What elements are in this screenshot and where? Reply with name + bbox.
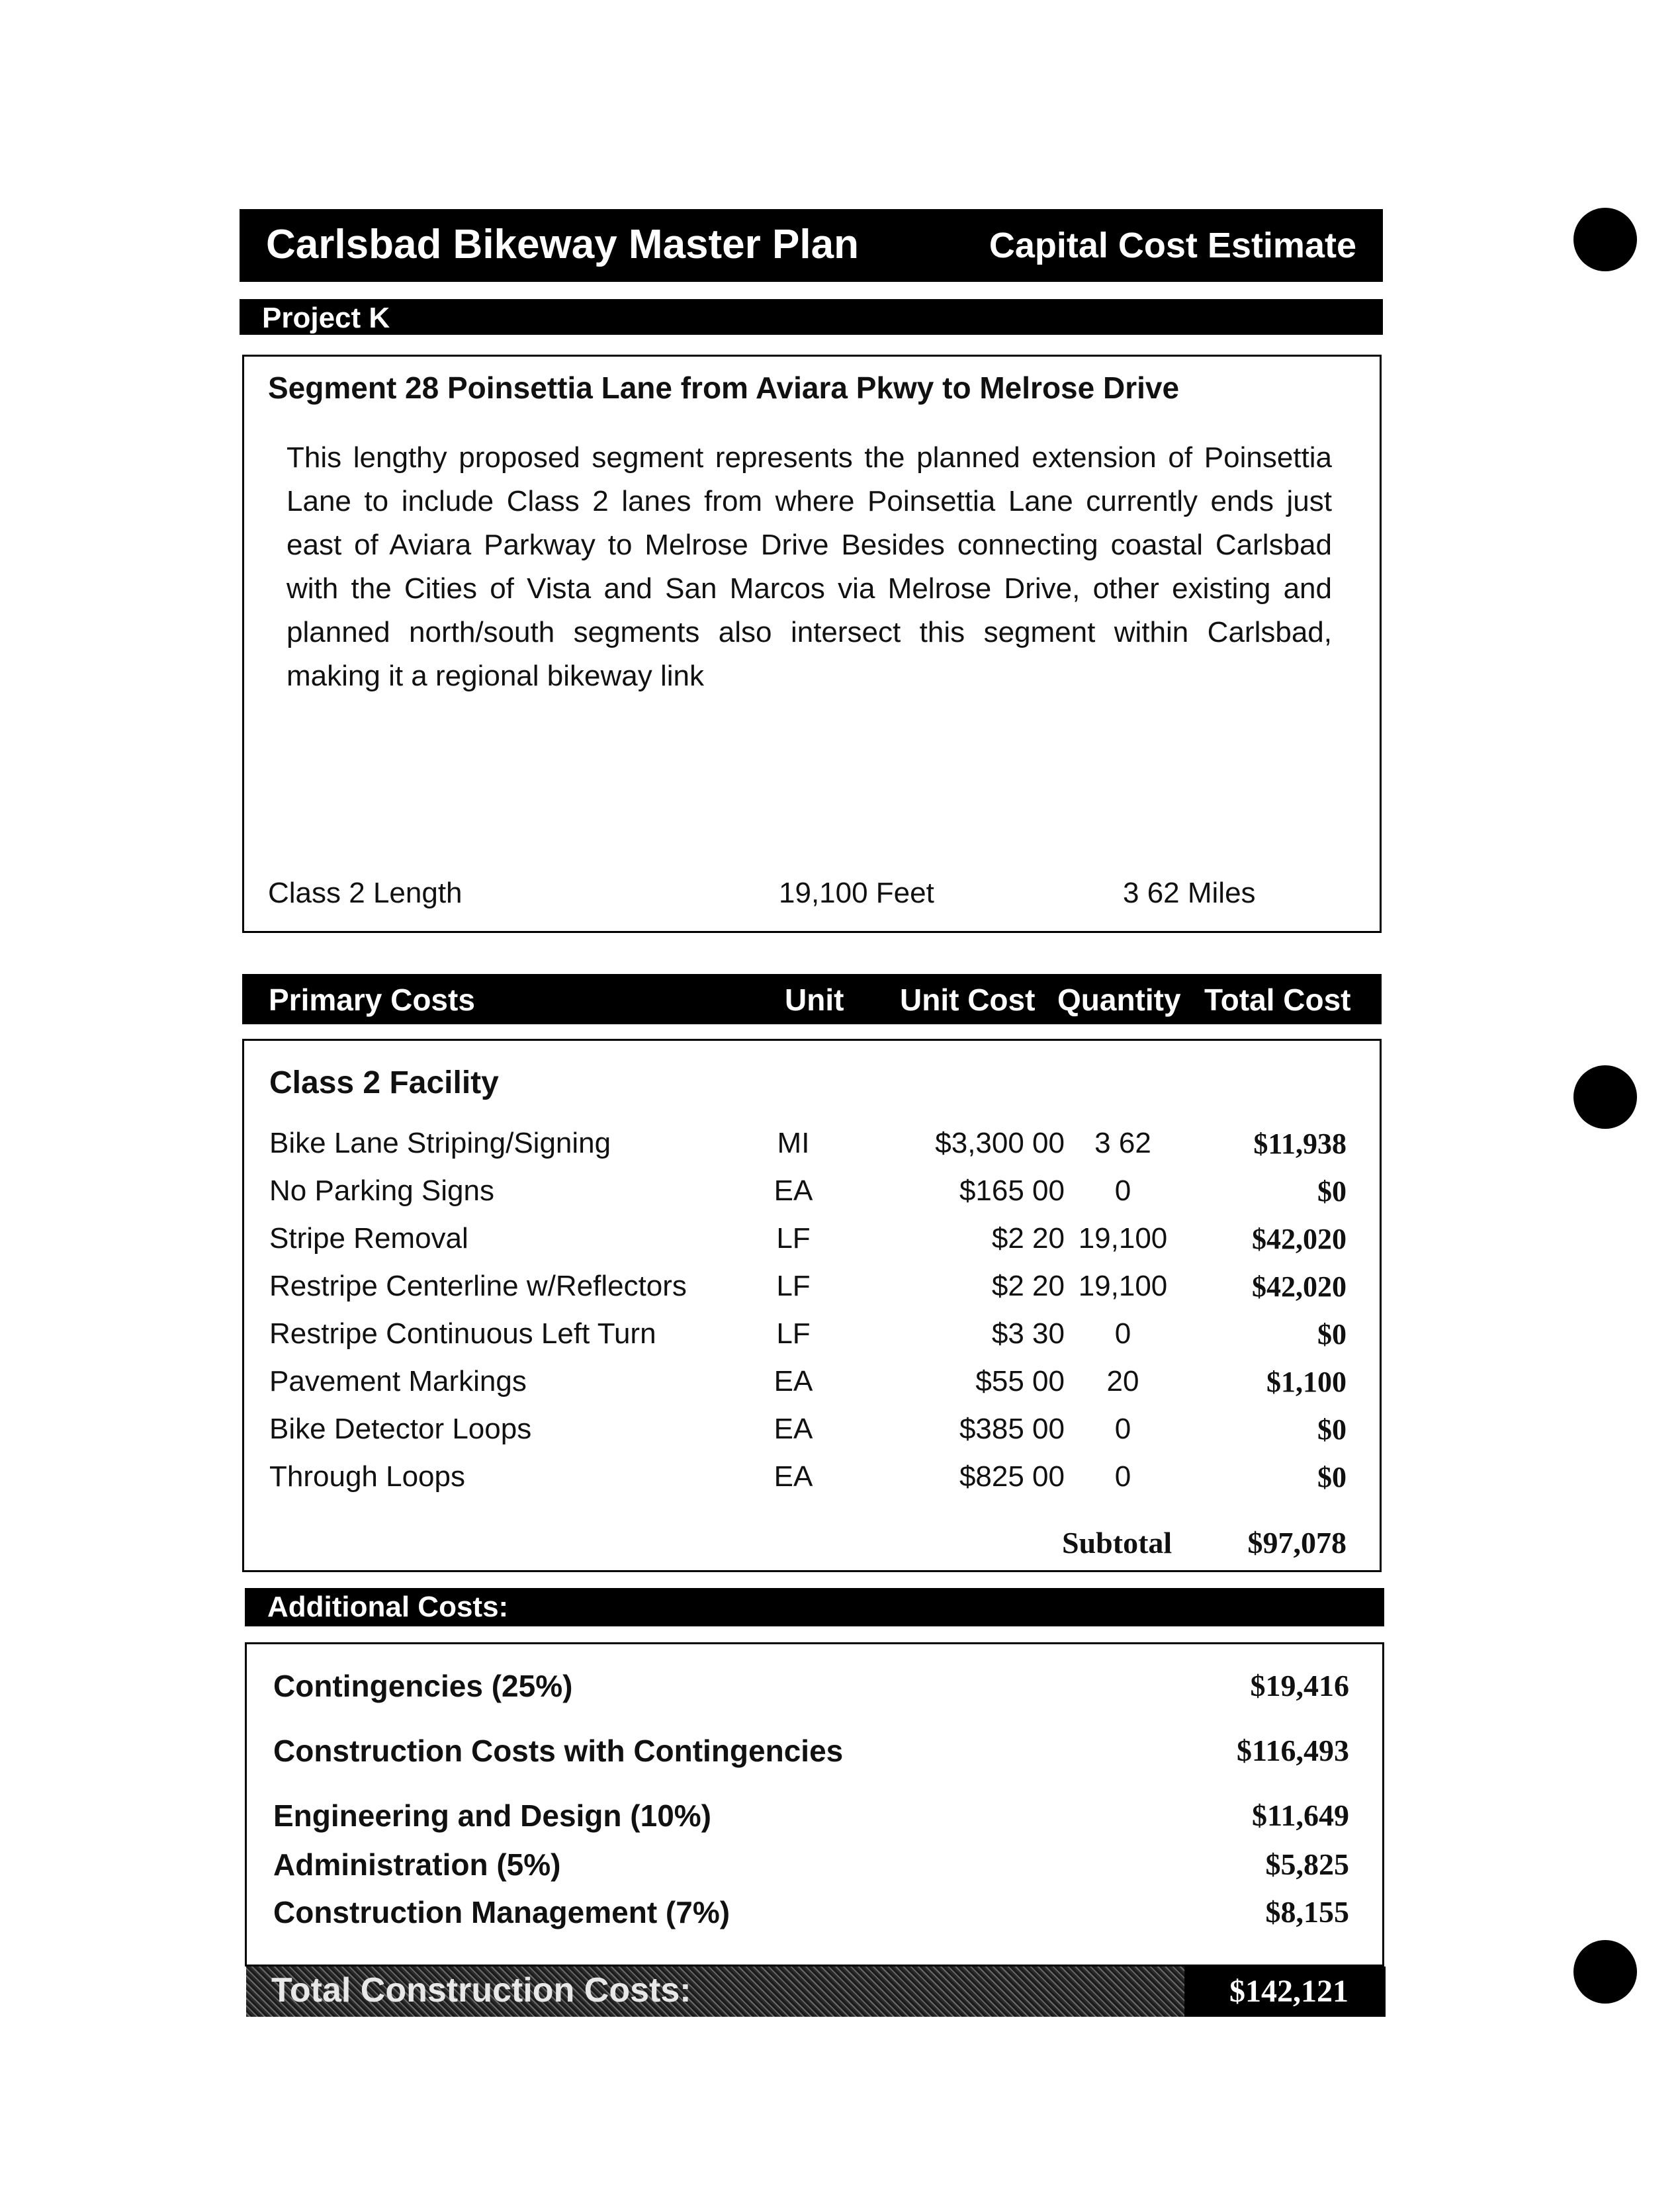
additional-row-label: Contingencies (25%) — [273, 1669, 573, 1703]
row-total: $42,020 — [1252, 1223, 1347, 1255]
header-unit-cost: Unit Cost — [900, 983, 1036, 1017]
length-label: Class 2 Length — [268, 877, 463, 909]
total-label: Total Construction Costs: — [271, 1971, 691, 2010]
table-row — [244, 1127, 1380, 1174]
additional-row-label: Construction Management (7%) — [273, 1895, 730, 1929]
total-value: $142,121 — [1229, 1974, 1348, 2009]
row-quantity: 19,100 — [1078, 1270, 1168, 1302]
table-row — [244, 1460, 1380, 1508]
additional-row-value: $19,416 — [1250, 1669, 1349, 1702]
document-title: Carlsbad Bikeway Master Plan — [266, 222, 859, 267]
row-unit: EA — [774, 1174, 813, 1207]
row-total: $11,938 — [1253, 1127, 1347, 1160]
table-row — [244, 1222, 1380, 1270]
row-quantity: 19,100 — [1078, 1222, 1168, 1255]
additional-row-value: $8,155 — [1265, 1895, 1349, 1929]
document-header — [240, 209, 1383, 282]
additional-costs-table — [245, 1642, 1384, 1967]
length-feet: 19,100 Feet — [779, 877, 934, 909]
additional-row-label: Administration (5%) — [273, 1847, 561, 1882]
row-unit: EA — [774, 1460, 813, 1493]
row-quantity: 0 — [1114, 1317, 1131, 1350]
row-unit: EA — [774, 1365, 813, 1397]
segment-title: Segment 28 Poinsettia Lane from Aviara Pkwy to Melrose Drive — [268, 371, 1180, 405]
row-unit: LF — [776, 1270, 811, 1302]
subtotal-value: $97,078 — [1247, 1526, 1347, 1560]
row-quantity: 3 62 — [1094, 1127, 1151, 1159]
row-quantity: 0 — [1114, 1413, 1131, 1445]
binder-hole — [1573, 1065, 1637, 1129]
header-total-cost: Total Cost — [1204, 983, 1351, 1017]
row-quantity: 20 — [1106, 1365, 1139, 1397]
document-subtitle: Capital Cost Estimate — [989, 226, 1356, 265]
segment-section — [242, 355, 1382, 933]
row-unit-cost: $385 00 — [959, 1413, 1065, 1445]
row-unit-cost: $3 30 — [991, 1317, 1065, 1350]
table-row — [244, 1317, 1380, 1365]
row-total: $0 — [1317, 1413, 1347, 1446]
row-unit: LF — [776, 1222, 811, 1255]
additional-row-label: Engineering and Design (10%) — [273, 1798, 711, 1833]
row-description: Bike Detector Loops — [269, 1413, 532, 1445]
row-description: Stripe Removal — [269, 1222, 468, 1255]
table-row — [244, 1174, 1380, 1222]
header-quantity: Quantity — [1057, 983, 1181, 1017]
row-description: No Parking Signs — [269, 1174, 494, 1207]
additional-row-value: $116,493 — [1237, 1734, 1349, 1767]
row-unit-cost: $2 20 — [991, 1270, 1065, 1302]
row-unit-cost: $825 00 — [959, 1460, 1065, 1493]
additional-costs-header — [245, 1588, 1384, 1626]
additional-costs-label: Additional Costs: — [267, 1591, 509, 1623]
binder-hole — [1573, 208, 1637, 271]
additional-row-value: $5,825 — [1265, 1847, 1349, 1881]
additional-row-label: Construction Costs with Contingencies — [273, 1734, 844, 1768]
row-total: $0 — [1317, 1461, 1347, 1493]
primary-costs-header — [242, 974, 1382, 1024]
row-description: Pavement Markings — [269, 1365, 527, 1397]
header-unit: Unit — [785, 983, 844, 1017]
total-construction-costs-bar — [246, 1967, 1386, 2017]
segment-description: This lengthy proposed segment represents the planned extension of Poinsettia Lane to include Class 2 lanes from where Poinsettia Lane currently ends just east of Aviara Parkway to Melrose Drive Besides connecting coastal Carlsbad with the Cities of Vista and San Marcos via Melrose Drive, other existing and planned north/south segments also intersect this segment within Carlsbad, making it a regional bikeway link — [287, 441, 1332, 692]
row-total: $1,100 — [1266, 1366, 1347, 1398]
row-unit: MI — [777, 1127, 810, 1159]
row-unit-cost: $165 00 — [959, 1174, 1065, 1207]
row-unit-cost: $2 20 — [991, 1222, 1065, 1255]
total-value-box — [1184, 1967, 1386, 2017]
row-total: $0 — [1317, 1318, 1347, 1350]
binder-hole — [1573, 1940, 1637, 2004]
row-unit: EA — [774, 1413, 813, 1445]
row-unit-cost: $3,300 00 — [935, 1127, 1065, 1159]
row-description: Bike Lane Striping/Signing — [269, 1127, 611, 1159]
facility-title: Class 2 Facility — [269, 1065, 499, 1100]
project-bar — [240, 299, 1383, 335]
row-total: $42,020 — [1252, 1270, 1347, 1303]
row-quantity: 0 — [1114, 1174, 1131, 1207]
row-description: Restripe Centerline w/Reflectors — [269, 1270, 687, 1302]
additional-row-value: $11,649 — [1252, 1798, 1349, 1832]
table-row — [244, 1413, 1380, 1460]
primary-costs-table — [242, 1039, 1382, 1572]
row-unit-cost: $55 00 — [975, 1365, 1065, 1397]
length-miles: 3 62 Miles — [1123, 877, 1256, 909]
row-total: $0 — [1317, 1175, 1347, 1208]
row-description: Restripe Continuous Left Turn — [269, 1317, 656, 1350]
row-quantity: 0 — [1114, 1460, 1131, 1493]
table-row — [244, 1270, 1380, 1317]
table-row — [244, 1365, 1380, 1413]
project-label: Project K — [262, 302, 390, 334]
header-primary-costs: Primary Costs — [269, 983, 475, 1017]
row-unit: LF — [776, 1317, 811, 1350]
row-description: Through Loops — [269, 1460, 465, 1493]
subtotal-label: Subtotal — [1062, 1526, 1172, 1560]
